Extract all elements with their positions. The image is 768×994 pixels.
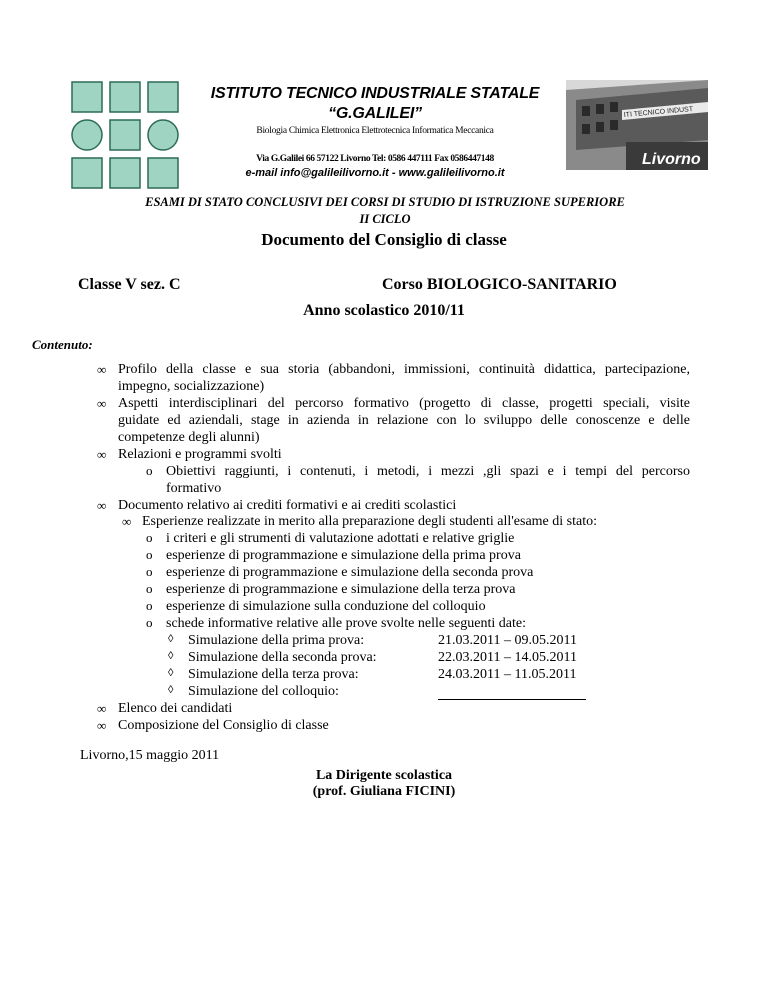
- bullet-circle-icon: o: [146, 564, 153, 579]
- list-item-line: competenze degli alunni): [118, 430, 260, 445]
- list-item-line: esperienze di programmazione e simulazione della terza prova: [166, 582, 516, 597]
- list-item-line: Profilo della classe e sua storia (abbandoni, immissioni, continuità didattica, partecipazione,: [118, 362, 690, 377]
- simulation-label: Simulazione della seconda prova:: [188, 650, 377, 665]
- school-logo: [70, 80, 180, 190]
- list-item-line: Aspetti interdisciplinari del percorso formativo (progetto di classe, progetti speciali, visite: [118, 396, 690, 411]
- bullet-diamond-icon: ◊: [168, 650, 174, 662]
- list-item-line: esperienze di programmazione e simulazione della seconda prova: [166, 565, 534, 580]
- bullet-circle-icon: o: [146, 530, 153, 545]
- school-name: [190, 84, 560, 124]
- bullet-circle-icon: o: [146, 547, 153, 562]
- list-item-line: esperienze di programmazione e simulazione della prima prova: [166, 548, 521, 563]
- list-item-line: i criteri e gli strumenti di valutazione adottati e relative griglie: [166, 531, 515, 546]
- bullet-circle-icon: o: [146, 615, 153, 630]
- simulation-date: 24.03.2011 – 11.05.2011: [438, 667, 577, 682]
- school-name-line1: ISTITUTO TECNICO INDUSTRIALE STATALE: [210, 85, 540, 102]
- list-item-line: schede informative relative alle prove svolte nelle seguenti date:: [166, 616, 526, 631]
- simulation-date: 22.03.2011 – 14.05.2011: [438, 650, 577, 665]
- list-item-line: Obiettivi raggiunti, i contenuti, i metodi, i mezzi ,gli spazi e i tempi del percorso: [166, 464, 690, 479]
- simulation-label: Simulazione della prima prova:: [188, 633, 365, 648]
- school-contacts: e-mail info@galileilivorno.it - www.galileilivorno.it: [245, 167, 505, 179]
- list-item-line: Relazioni e programmi svolti: [118, 447, 282, 462]
- document-title: Documento del Consiglio di classe: [261, 230, 507, 249]
- school-name-line2: “G.GALILEI”: [328, 105, 422, 122]
- course-label: Corso BIOLOGICO-SANITARIO: [382, 276, 617, 293]
- bullet-circle-icon: o: [146, 463, 153, 478]
- list-item-line: impegno, socializzazione): [118, 379, 265, 394]
- school-year: Anno scolastico 2010/11: [303, 302, 465, 319]
- bullet-infinity-icon: ∞: [97, 362, 107, 377]
- list-item-line: Elenco dei candidati: [118, 701, 233, 716]
- bullet-circle-icon: o: [146, 581, 153, 596]
- photo-sign-text: ITI TECNICO INDUST: [623, 105, 694, 119]
- bullet-circle-icon: o: [146, 598, 153, 613]
- simulation-date: 21.03.2011 – 09.05.2011: [438, 633, 577, 648]
- list-item-line: Composizione del Consiglio di classe: [118, 718, 329, 733]
- exam-title-line1: ESAMI DI STATO CONCLUSIVI DEI CORSI DI STUDIO DI ISTRUZIONE SUPERIORE: [145, 195, 625, 209]
- simulation-label: Simulazione della terza prova:: [188, 667, 359, 682]
- exam-title-line2: II CICLO: [359, 212, 411, 226]
- bullet-diamond-icon: ◊: [168, 633, 174, 645]
- signature-name: (prof. Giuliana FICINI): [312, 784, 456, 799]
- list-item-line: guidate ed aziendali, stage in azienda in relazione con lo sviluppo delle conoscenze e delle: [118, 413, 690, 428]
- class-label: Classe V sez. C: [78, 276, 181, 293]
- bullet-infinity-icon: ∞: [122, 514, 132, 529]
- school-address: Via G.Galilei 66 57122 Livorno Tel: 0586 447111 Fax 0586447148: [256, 154, 494, 164]
- blank-date-line: [438, 683, 586, 700]
- list-item-line: esperienze di simulazione sulla conduzione del colloquio: [166, 599, 486, 614]
- bullet-diamond-icon: ◊: [168, 667, 174, 679]
- list-item-line: formativo: [166, 481, 222, 496]
- list-item-line: Esperienze realizzate in merito alla preparazione degli studenti all'esame di stato:: [142, 514, 597, 529]
- photo-caption: Livorno: [642, 151, 701, 168]
- bullet-infinity-icon: ∞: [97, 701, 107, 716]
- bullet-infinity-icon: ∞: [97, 718, 107, 733]
- school-building-photo: [566, 80, 708, 170]
- content-heading: Contenuto:: [32, 337, 93, 352]
- signature-title: La Dirigente scolastica: [315, 768, 453, 783]
- simulation-label: Simulazione del colloquio:: [188, 684, 339, 699]
- bullet-infinity-icon: ∞: [97, 498, 107, 513]
- bullet-infinity-icon: ∞: [97, 396, 107, 411]
- bullet-diamond-icon: ◊: [168, 684, 174, 696]
- school-specializations: Biologia Chimica Elettronica Elettrotecnica Informatica Meccanica: [256, 126, 494, 136]
- list-item-line: Documento relativo ai crediti formativi e ai crediti scolastici: [118, 498, 457, 513]
- bullet-infinity-icon: ∞: [97, 447, 107, 462]
- place-and-date: Livorno,15 maggio 2011: [80, 748, 220, 763]
- exam-title: [80, 194, 690, 228]
